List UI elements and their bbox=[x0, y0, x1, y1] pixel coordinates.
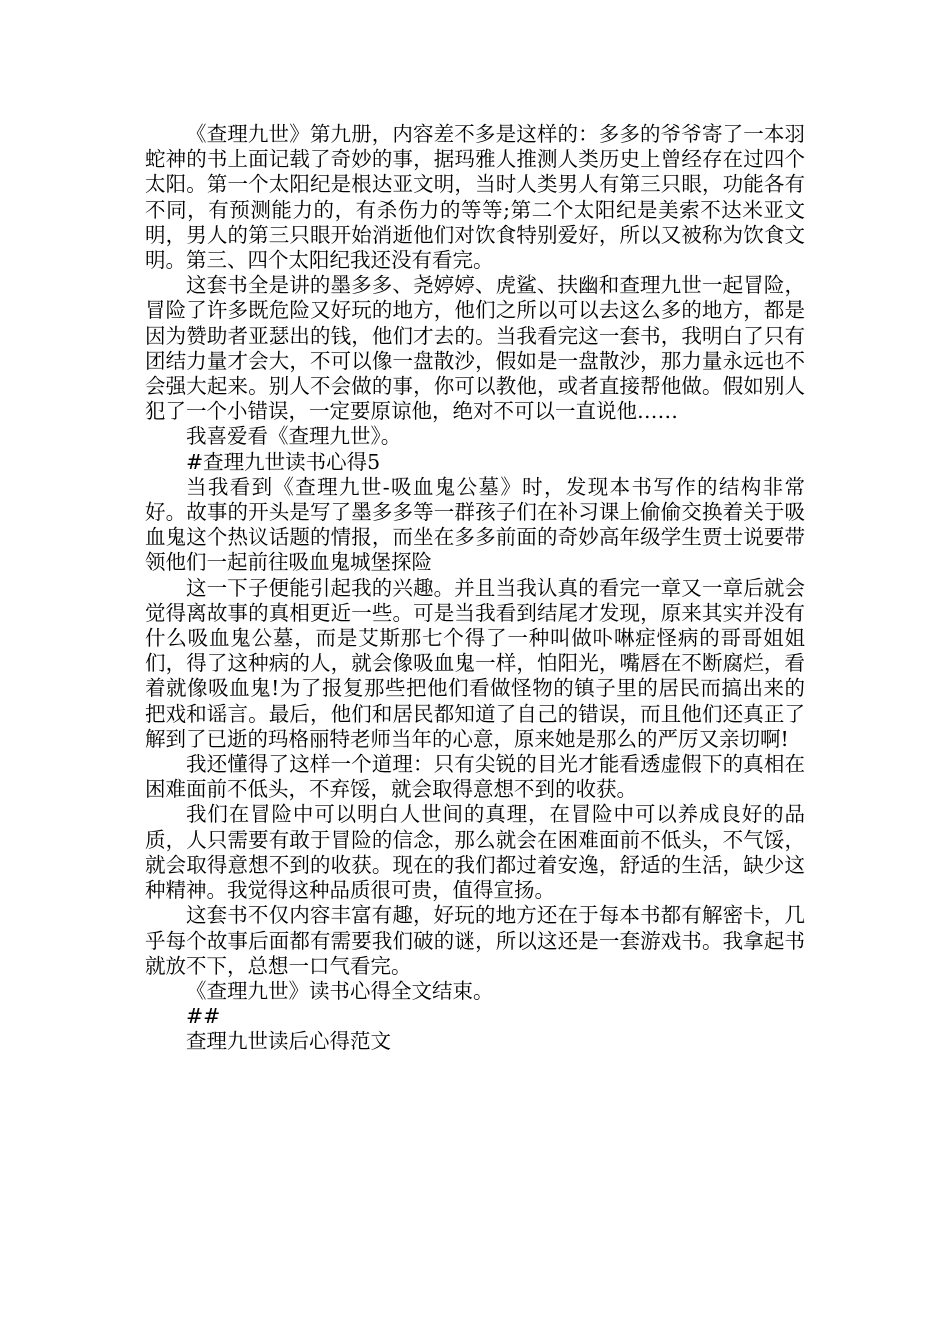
next-title: 查理九世读后心得范文 bbox=[186, 1029, 391, 1054]
separator-marks: ## bbox=[186, 1004, 221, 1029]
section-heading: #查理九世读书心得5 bbox=[186, 449, 381, 474]
paragraph-6: 我还懂得了这样一个道理：只有尖锐的目光才能看透虚假下的真相在困难面前不低头，不弃馁，就会取得意想不到的收获。 bbox=[145, 752, 805, 802]
paragraph-4: 当我看到《查理九世-吸血鬼公墓》时，发现本书写作的结构非常好。故事的开头是写了墨多多等一群孩子们在补习课上偷偷交换着关于吸血鬼这个热议话题的情报，而坐在多多前面的奇妙高年级学生贾士说要带领他们一起前往吸血鬼城堡探险 bbox=[145, 474, 805, 575]
paragraph-7: 我们在冒险中可以明白人世间的真理，在冒险中可以养成良好的品质，人只需要有敢于冒险的信念，那么就会在困难面前不低头，不气馁，就会取得意想不到的收获。现在的我们都过着安逸，舒适的生活，缺少这种精神。我觉得这种品质很可贵，值得宣扬。 bbox=[145, 802, 805, 903]
paragraph-5: 这一下子便能引起我的兴趣。并且当我认真的看完一章又一章后就会觉得离故事的真相更近一些。可是当我看到结尾才发现，原来其实并没有什么吸血鬼公墓，而是艾斯那七个得了一种叫做卟啉症怪病的哥哥姐姐们，得了这种病的人，就会像吸血鬼一样，怕阳光，嘴唇在不断腐烂，看着就像吸血鬼!为了报复那些把他们看做怪物的镇子里的居民而搞出来的把戏和谣言。最后，他们和居民都知道了自己的错误，而且他们还真正了解到了已逝的玛格丽特老师当年的心意，原来她是那么的严厉又亲切啊! bbox=[145, 575, 805, 751]
end-note: 《查理九世》读书心得全文结束。 bbox=[186, 978, 494, 1003]
paragraph-2: 这套书全是讲的墨多多、尧婷婷、虎鲨、扶幽和查理九世一起冒险，冒险了许多既危险又好玩的地方，他们之所以可以去这么多的地方，都是因为赞助者亚瑟出的钱，他们才去的。当我看完这一套书，我明白了只有团结力量才会大，不可以像一盘散沙，假如是一盘散沙，那力量永远也不会强大起来。别人不会做的事，你可以教他，或者直接帮他做。假如别人犯了一个小错误，一定要原谅他，绝对不可以一直说他…… bbox=[145, 273, 805, 424]
paragraph-3: 我喜爱看《查理九世》。 bbox=[186, 424, 402, 449]
paragraph-8: 这套书不仅内容丰富有趣，好玩的地方还在于每本书都有解密卡，几乎每个故事后面都有需要我们破的谜，所以这还是一套游戏书。我拿起书就放不下，总想一口气看完。 bbox=[145, 903, 805, 978]
paragraph-1: 《查理九世》第九册，内容差不多是这样的：多多的爷爷寄了一本羽蛇神的书上面记载了奇妙的事，据玛雅人推测人类历史上曾经存在过四个太阳。第一个太阳纪是根达亚文明，当时人类男人有第三只眼，功能各有不同，有预测能力的，有杀伤力的等等;第二个太阳纪是美索不达米亚文明，男人的第三只眼开始消逝他们对饮食特别爱好，所以又被称为饮食文明。第三、四个太阳纪我还没有看完。 bbox=[145, 122, 805, 273]
document-body bbox=[145, 122, 805, 1055]
